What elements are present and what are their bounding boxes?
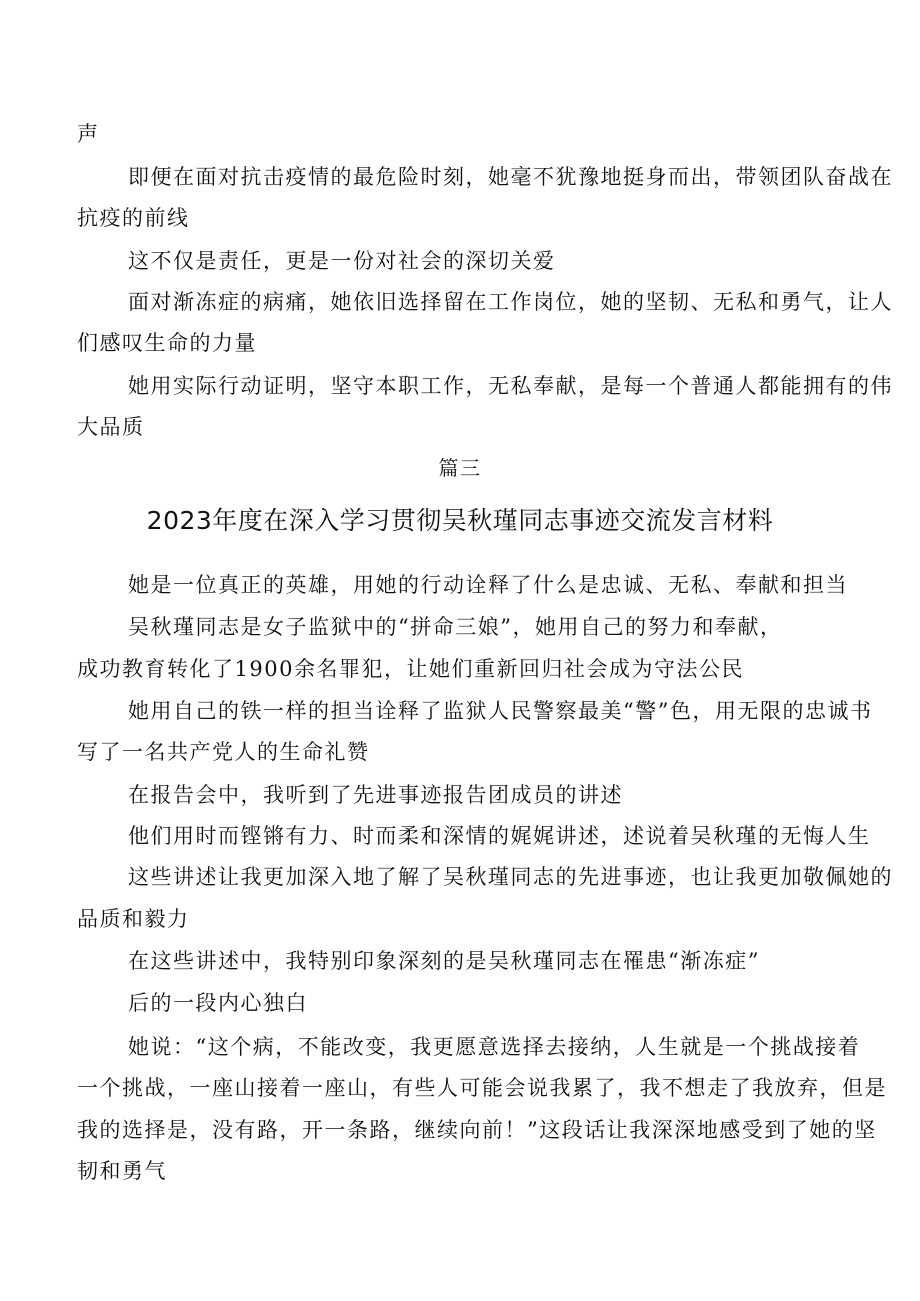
paragraph-line: 即便在面对抗击疫情的最危险时刻，她毫不犹豫地挺身而出，带领团队奋战在 <box>128 165 893 189</box>
paragraph-line: 后的一段内心独白 <box>128 991 308 1015</box>
paragraph-line: 我的选择是，没有路，开一条路，继续向前！”这段话让我深深地感受到了她的坚 <box>77 1118 877 1142</box>
paragraph-line: 吴秋瑾同志是女子监狱中的“拼命三娘”，她用自己的努力和奉献， <box>128 615 783 639</box>
paragraph-line: 她说：“这个病，不能改变，我更愿意选择去接纳，人生就是一个挑战接着 <box>128 1035 861 1059</box>
paragraph-line: 他们用时而铿锵有力、时而柔和深情的娓娓讲述，述说着吴秋瑾的无悔人生 <box>128 824 871 848</box>
paragraph-line: 在这些讲述中，我特别印象深刻的是吴秋瑾同志在罹患“渐冻症” <box>128 949 760 973</box>
paragraph-line: 成功教育转化了1900余名罪犯，让她们重新回归社会成为守法公民 <box>77 657 744 681</box>
paragraph-line: 她用实际行动证明，坚守本职工作，无私奉献，是每一个普通人都能拥有的伟 <box>128 374 893 398</box>
paragraph-line: 她是一位真正的英雄，用她的行动诠释了什么是忠诚、无私、奉献和担当 <box>128 573 848 597</box>
section-label: 篇三 <box>438 456 482 480</box>
paragraph-line: 们感叹生命的力量 <box>77 331 257 355</box>
document-title: 2023年度在深入学习贯彻吴秋瑾同志事迹交流发言材料 <box>146 506 774 535</box>
paragraph-line: 她用自己的铁一样的担当诠释了监狱人民警察最美“警”色，用无限的忠诚书 <box>128 699 873 723</box>
paragraph-line: 这些讲述让我更加深入地了解了吴秋瑾同志的先进事迹，也让我更加敬佩她的 <box>128 865 893 889</box>
paragraph-line: 写了一名共产党人的生命礼赞 <box>77 740 370 764</box>
paragraph-line: 一个挑战，一座山接着一座山，有些人可能会说我累了，我不想走了我放弃，但是 <box>77 1076 887 1100</box>
paragraph-line: 声 <box>77 122 100 146</box>
paragraph-line: 韧和勇气 <box>77 1159 167 1183</box>
paragraph-line: 面对渐冻症的病痛，她依旧选择留在工作岗位，她的坚韧、无私和勇气，让人 <box>128 290 893 314</box>
paragraph-line: 这不仅是责任，更是一份对社会的深切关爱 <box>128 249 556 273</box>
paragraph-line: 品质和毅力 <box>77 907 190 931</box>
paragraph-line: 大品质 <box>77 415 145 439</box>
paragraph-line: 抗疫的前线 <box>77 206 190 230</box>
paragraph-line: 在报告会中，我听到了先进事迹报告团成员的讲述 <box>128 783 623 807</box>
